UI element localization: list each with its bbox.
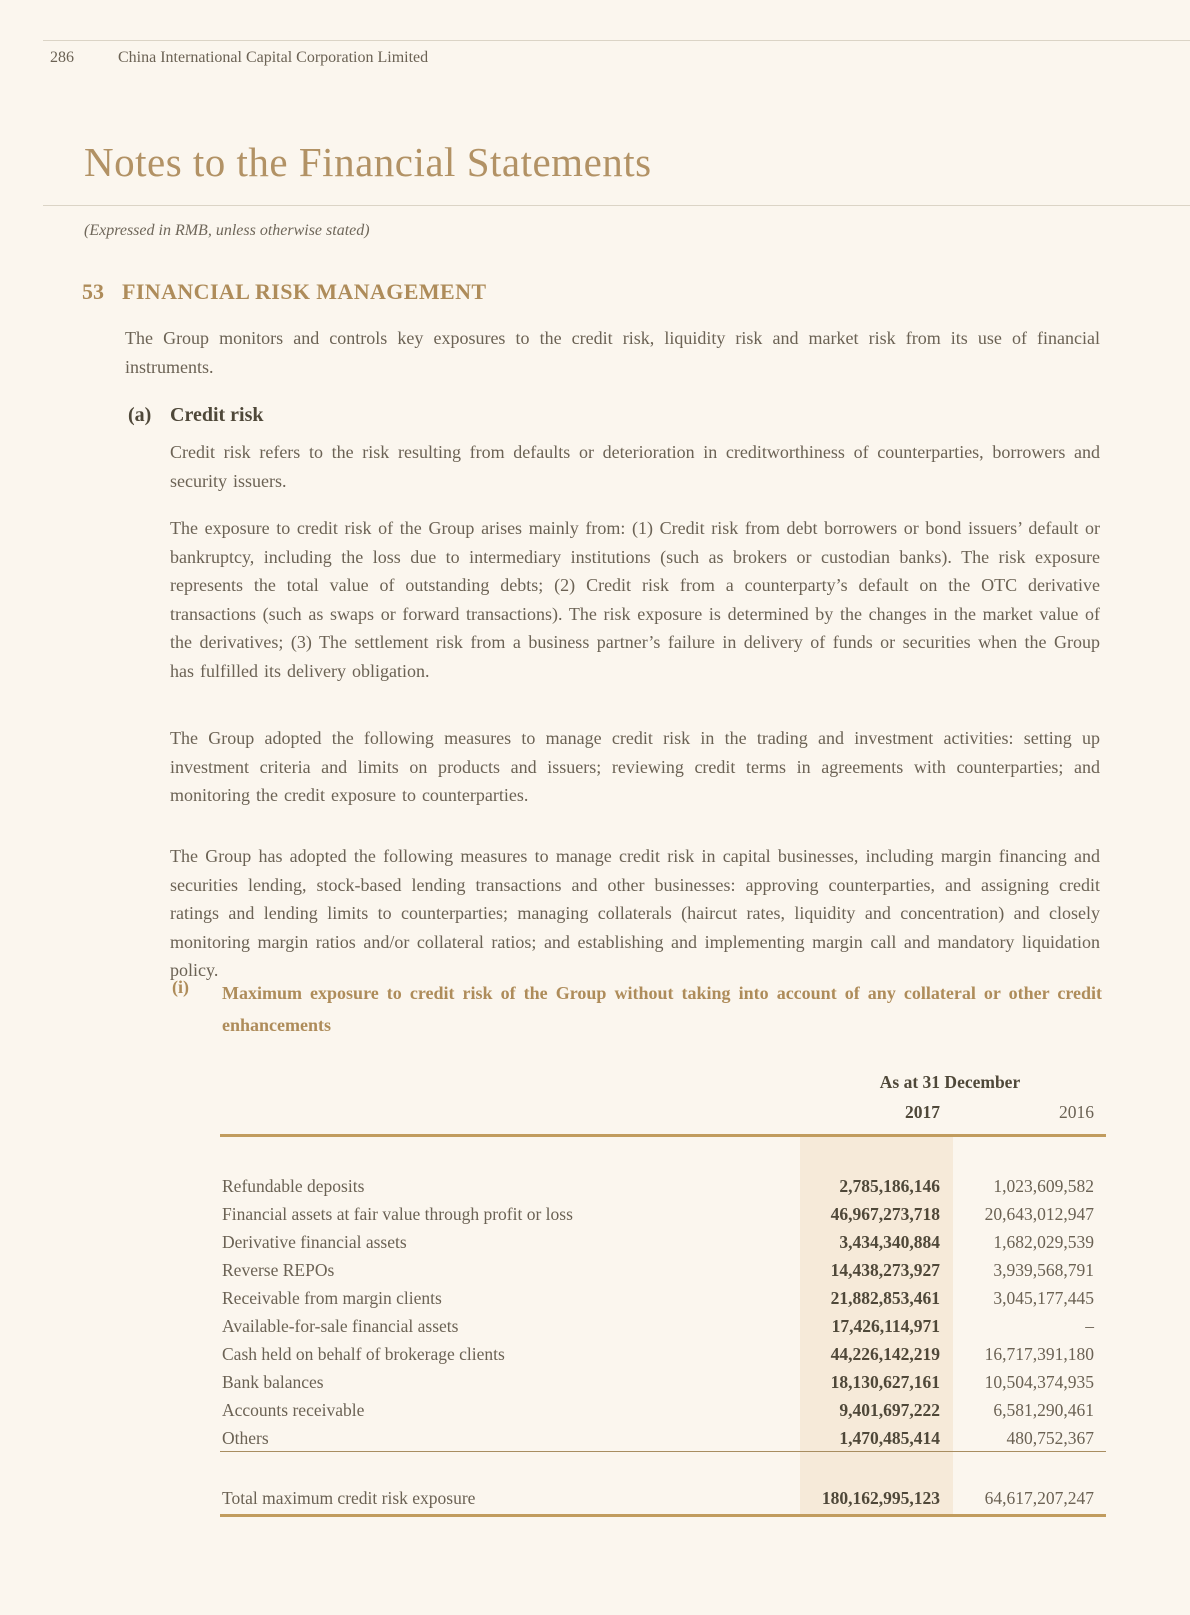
row-label: Available-for-sale financial assets — [222, 1316, 459, 1336]
row-value-2016: 1,682,029,539 — [993, 1232, 1094, 1252]
section-intro-paragraph: The Group monitors and controls key exposures to the credit risk, liquidity risk and market risk from its use of financial instruments. — [125, 328, 1100, 377]
row-value-2017: 17,426,114,971 — [831, 1316, 940, 1336]
row-label: Reverse REPOs — [222, 1260, 335, 1280]
table-total-row — [220, 1484, 1106, 1512]
total-label: Total maximum credit risk exposure — [222, 1488, 476, 1508]
row-value-2016: 6,581,290,461 — [993, 1400, 1094, 1420]
table-row — [220, 1368, 1106, 1396]
table-row — [220, 1284, 1106, 1312]
section-heading: FINANCIAL RISK MANAGEMENT — [122, 279, 487, 304]
total-value-2016: 64,617,207,247 — [984, 1488, 1094, 1508]
credit-risk-paragraph-3: The Group adopted the following measures to manage credit risk in the trading and investment activities: setting up investment criteria and limits on products and issuers; reviewing credit terms in agreements with counterparties; and monitoring the credit exposure to counterparties. — [170, 728, 1100, 805]
page-header — [50, 49, 428, 67]
table-column-2017: 2017 — [905, 1102, 940, 1122]
table-row — [220, 1396, 1106, 1424]
row-label: Bank balances — [222, 1372, 324, 1392]
row-value-2016: 16,717,391,180 — [984, 1344, 1094, 1364]
row-value-2017: 44,226,142,219 — [830, 1344, 940, 1364]
row-label: Accounts receivable — [222, 1400, 365, 1420]
table-row — [220, 1172, 1106, 1200]
credit-risk-paragraph-1: Credit risk refers to the risk resulting from defaults or deterioration in creditworthiness of counterparties, borrowers and security issuers. — [170, 442, 1100, 491]
table-column-2016: 2016 — [1059, 1102, 1094, 1122]
section-number: 53 — [82, 279, 104, 304]
table-row — [220, 1200, 1106, 1228]
row-value-2017: 3,434,340,884 — [839, 1232, 940, 1252]
subsection-a-label: (a) — [128, 404, 152, 426]
subtotal-rule — [220, 1451, 1106, 1452]
row-value-2016: 1,023,609,582 — [993, 1176, 1094, 1196]
row-label: Refundable deposits — [222, 1176, 365, 1196]
currency-note: (Expressed in RMB, unless otherwise stated) — [84, 222, 370, 239]
row-label: Others — [222, 1428, 269, 1448]
table-row — [220, 1424, 1106, 1452]
row-value-2017: 46,967,273,718 — [830, 1204, 940, 1224]
credit-risk-paragraph-4: The Group has adopted the following measures to manage credit risk in capital businesses, including margin financing and securities lending, stock-based lending transactions and other businesses: approving counterparties, and assigning credit ratings and lending limits to counterparties; managing collaterals (haircut rates, liquidity and concentration) and closely monitoring margin ratios and/or collateral ratios; and establishing and implementing margin call and mandatory liquidation policy. — [170, 846, 1100, 980]
row-label: Cash held on behalf of brokerage clients — [222, 1344, 505, 1364]
row-value-2017: 18,130,627,161 — [830, 1372, 940, 1392]
table-row — [220, 1312, 1106, 1340]
page-number: 286 — [50, 49, 74, 66]
subsection-i-label: (i) — [172, 977, 189, 997]
credit-risk-exposure-table — [220, 1134, 1106, 1517]
row-value-2016: 20,643,012,947 — [984, 1204, 1094, 1224]
row-value-2016: 3,045,177,445 — [993, 1288, 1094, 1308]
row-value-2016: 480,752,367 — [1006, 1428, 1094, 1448]
row-value-2017: 2,785,186,146 — [839, 1176, 940, 1196]
header-rule — [43, 40, 1190, 41]
row-value-2016: 10,504,374,935 — [984, 1372, 1094, 1392]
subsection-i-heading: Maximum exposure to credit risk of the Group without taking into account of any collateral or other credit enhancements — [222, 983, 1102, 1035]
row-value-2017: 14,438,273,927 — [830, 1260, 940, 1280]
row-label: Derivative financial assets — [222, 1232, 407, 1252]
row-value-2017: 9,401,697,222 — [839, 1400, 940, 1420]
title-rule — [43, 205, 1190, 206]
subsection-a-heading: Credit risk — [170, 404, 264, 426]
table-period-header: As at 31 December — [879, 1072, 1021, 1092]
row-label: Financial assets at fair value through profit or loss — [222, 1204, 573, 1224]
table-row — [220, 1228, 1106, 1256]
document-title: Notes to the Financial Statements — [84, 139, 652, 185]
company-name: China International Capital Corporation Limited — [118, 49, 429, 66]
row-value-2016: – — [1085, 1316, 1094, 1336]
total-value-2017: 180,162,995,123 — [821, 1488, 940, 1508]
row-value-2017: 1,470,485,414 — [839, 1428, 940, 1448]
table-row — [220, 1340, 1106, 1368]
row-value-2017: 21,882,853,461 — [830, 1288, 940, 1308]
credit-risk-paragraph-2: The exposure to credit risk of the Group arises mainly from: (1) Credit risk from debt borrowers or bond issuers’ default or bankruptcy, including the loss due to intermediary institutions (such as brokers or custodian banks). The risk exposure represents the total value of outstanding debts; (2) Credit risk from a counterparty’s default on the OTC derivative transactions (such as swaps or forward transactions). The risk exposure is determined by the changes in the market value of the derivatives; (3) The settlement risk from a business partner’s failure in delivery of funds or securities when the Group has fulfilled its delivery obligation. — [170, 518, 1100, 681]
table-row — [220, 1256, 1106, 1284]
row-label: Receivable from margin clients — [222, 1288, 442, 1308]
row-value-2016: 3,939,568,791 — [993, 1260, 1094, 1280]
